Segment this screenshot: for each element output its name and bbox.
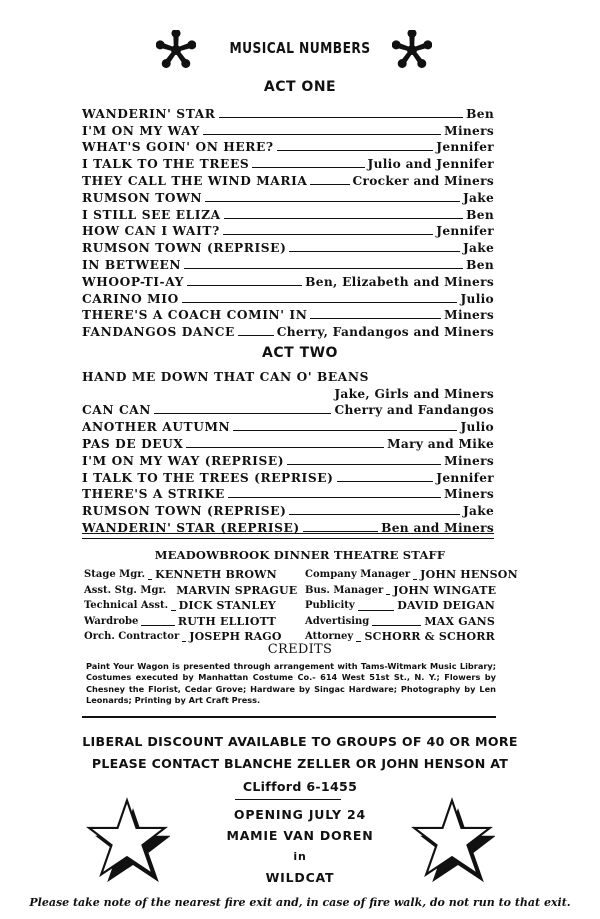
staff-column-right xyxy=(305,567,518,645)
staff-row xyxy=(305,598,495,614)
song-performers: Jennifer xyxy=(436,140,494,155)
song-performers: Miners xyxy=(444,487,494,502)
dot-leader xyxy=(205,200,460,202)
song-title: I TALK TO THE TREES xyxy=(82,157,250,172)
song-row xyxy=(82,154,494,171)
song-row xyxy=(82,104,494,121)
song-row xyxy=(82,222,494,239)
song-title: I TALK TO THE TREES (REPRISE) xyxy=(82,470,334,485)
act-one-heading: ACT ONE xyxy=(263,79,337,95)
dot-leader xyxy=(386,594,390,595)
song-performers: Ben xyxy=(466,257,494,272)
act-one-song-list xyxy=(82,104,494,339)
staff-role: Orch. Contractor xyxy=(84,631,180,643)
staff-row xyxy=(84,567,276,583)
dot-leader xyxy=(358,610,395,611)
song-performers: Julio xyxy=(460,291,494,306)
song-row xyxy=(82,255,494,272)
dot-leader xyxy=(184,267,463,269)
phone-underline xyxy=(235,799,341,800)
dot-leader xyxy=(252,166,364,168)
opening-in: in xyxy=(293,850,307,863)
song-performers: Jake xyxy=(462,190,494,205)
staff-role: Wardrobe xyxy=(84,615,139,627)
song-title: WANDERIN' STAR xyxy=(82,106,216,121)
song-performers: Cherry, Fandangos and Miners xyxy=(276,325,494,340)
song-title: RUMSON TOWN (REPRISE) xyxy=(82,241,287,256)
staff-row xyxy=(84,583,298,599)
staff-role: Advertising xyxy=(305,615,370,627)
dot-leader xyxy=(228,496,441,498)
staff-role: Technical Asst. xyxy=(84,600,169,612)
staff-name: RUTH ELLIOTT xyxy=(177,614,276,628)
dot-leader xyxy=(203,133,441,135)
staff-row xyxy=(84,598,276,614)
section-divider xyxy=(82,533,494,539)
song-row xyxy=(82,188,494,205)
song-title: CAN CAN xyxy=(82,403,152,418)
credits-text: Paint Your Wagon is presented through arrangement with Tams-Witmark Music Library; Costumes executed by Manhattan Costume Co.- 614 West 51st St., N. Y.; Flowers by Chesney the Florist, Cedar Grove; Hardware by Singac Hardware; Photography by Len Leonards; Printing by Art Craft Press. xyxy=(86,661,496,706)
song-row xyxy=(82,367,494,384)
song-performers: Jennifer xyxy=(436,470,494,485)
song-row xyxy=(82,138,494,155)
dot-leader xyxy=(289,250,459,252)
song-title: IN BETWEEN xyxy=(82,257,182,272)
song-title: FANDANGOS DANCE xyxy=(82,325,235,340)
staff-role: Attorney xyxy=(305,631,354,643)
song-row xyxy=(82,485,494,502)
song-title: WANDERIN' STAR (REPRISE) xyxy=(82,520,300,535)
song-row xyxy=(82,289,494,306)
act-two-heading: ACT TWO xyxy=(262,345,338,361)
staff-role: Stage Mgr. xyxy=(84,569,146,580)
song-row xyxy=(82,121,494,138)
dot-leader xyxy=(277,149,434,151)
act-two-song-list xyxy=(82,367,494,535)
dot-leader xyxy=(413,579,417,580)
song-row xyxy=(82,306,494,323)
dot-leader xyxy=(223,233,433,235)
dot-leader xyxy=(233,429,457,431)
dot-leader xyxy=(337,480,434,482)
song-row xyxy=(82,468,494,485)
staff-name: MARVIN SPRAGUE xyxy=(176,583,298,597)
phone-number: CLifford 6-1455 xyxy=(242,779,358,794)
dot-leader xyxy=(186,446,384,448)
opening-show-title: WILDCAT xyxy=(265,870,335,885)
dot-leader xyxy=(310,317,441,319)
dot-leader xyxy=(310,183,349,185)
credits-heading: CREDITS xyxy=(267,642,333,657)
song-title: PAS DE DEUX xyxy=(82,436,184,451)
song-title: THERE'S A COACH COMIN' IN xyxy=(82,308,308,323)
dot-leader xyxy=(154,412,331,414)
song-title: THEY CALL THE WIND MARIA xyxy=(82,173,308,188)
page-title: MUSICAL NUMBERS xyxy=(229,39,371,57)
staff-name: SCHORR & SCHORR xyxy=(364,630,495,644)
song-performers: Julio and Jennifer xyxy=(367,157,494,172)
song-performers: Ben and Miners xyxy=(381,520,494,535)
staff-name: DICK STANLEY xyxy=(178,599,276,613)
song-row xyxy=(82,205,494,222)
song-performers: Julio xyxy=(460,420,494,435)
staff-row xyxy=(305,583,495,599)
song-performers: Jake xyxy=(462,504,494,519)
contact-text: PLEASE CONTACT BLANCHE ZELLER OR JOHN HENSON AT xyxy=(91,756,509,771)
staff-role: Bus. Manager xyxy=(305,584,384,596)
song-title: I STILL SEE ELIZA xyxy=(82,207,221,222)
staff-name: DAVID DEIGAN xyxy=(397,599,495,613)
section-divider xyxy=(82,716,496,718)
fire-exit-notice: Please take note of the nearest fire exit and, in case of fire walk, do not run to that exit. xyxy=(29,896,571,909)
dot-leader xyxy=(141,625,174,626)
song-row xyxy=(82,238,494,255)
song-title: WHAT'S GOIN' ON HERE? xyxy=(82,140,274,155)
song-performers: Ben, Elizabeth and Miners xyxy=(305,274,494,289)
opening-star-name: MAMIE VAN DOREN xyxy=(226,828,374,843)
staff-name: MAX GANS xyxy=(424,614,495,628)
staff-name: KENNETH BROWN xyxy=(155,568,277,581)
song-row xyxy=(82,272,494,289)
song-performers: Jennifer xyxy=(436,224,494,239)
song-row xyxy=(82,451,494,468)
staff-column-left xyxy=(84,567,298,645)
song-row xyxy=(82,171,494,188)
song-performers: Miners xyxy=(444,308,494,323)
opening-date: OPENING JULY 24 xyxy=(233,807,367,822)
dot-leader xyxy=(219,116,464,118)
song-title: HAND ME DOWN THAT CAN O' BEANS xyxy=(82,369,370,384)
song-title: I'M ON MY WAY (REPRISE) xyxy=(82,453,285,468)
song-row xyxy=(82,501,494,518)
staff-role: Asst. Stg. Mgr. xyxy=(84,584,167,596)
dot-leader xyxy=(238,334,274,336)
staff-name: JOHN WINGATE xyxy=(393,583,497,597)
song-title: THERE'S A STRIKE xyxy=(82,487,225,502)
dot-leader xyxy=(224,217,464,219)
staff-role: Publicity xyxy=(305,600,355,612)
dot-leader xyxy=(372,625,421,626)
dot-leader xyxy=(303,530,378,532)
staff-heading: MEADOWBROOK DINNER THEATRE STAFF xyxy=(154,548,446,562)
song-title: RUMSON TOWN (REPRISE) xyxy=(82,504,287,519)
song-performers: Miners xyxy=(444,123,494,138)
song-row xyxy=(82,401,494,418)
song-performers: Crocker and Miners xyxy=(352,173,494,188)
musical-numbers-header xyxy=(0,30,600,70)
song-performers: Miners xyxy=(444,453,494,468)
staff-row xyxy=(305,614,495,630)
song-row xyxy=(82,417,494,434)
song-row xyxy=(82,322,494,339)
staff-row xyxy=(84,614,276,630)
dot-leader xyxy=(148,579,152,580)
dot-leader xyxy=(289,513,459,515)
song-row-performers xyxy=(82,384,494,401)
dot-leader xyxy=(182,301,458,303)
dot-leader xyxy=(187,284,302,286)
song-title: CARINO MIO xyxy=(82,291,179,306)
song-performers: Jake, Girls and Miners xyxy=(334,386,494,401)
staff-row xyxy=(305,567,518,583)
dot-leader xyxy=(287,463,441,465)
song-row xyxy=(82,434,494,451)
flower-ornament-icon xyxy=(392,30,432,70)
song-performers: Mary and Mike xyxy=(387,436,494,451)
song-performers: Ben xyxy=(466,106,494,121)
song-performers: Jake xyxy=(462,241,494,256)
song-performers: Cherry and Fandangos xyxy=(334,403,494,418)
staff-role: Company Manager xyxy=(305,569,411,580)
staff-name: JOSEPH RAGO xyxy=(189,630,282,644)
group-discount-text: LIBERAL DISCOUNT AVAILABLE TO GROUPS OF 40 OR MORE xyxy=(82,734,518,749)
song-title: I'M ON MY WAY xyxy=(82,123,200,138)
song-title: WHOOP-TI-AY xyxy=(82,274,184,289)
song-title: HOW CAN I WAIT? xyxy=(82,224,220,239)
song-title: ANOTHER AUTUMN xyxy=(82,420,231,435)
song-title: RUMSON TOWN xyxy=(82,190,203,205)
dot-leader xyxy=(171,610,176,611)
song-performers: Ben xyxy=(466,207,494,222)
staff-name: JOHN HENSON xyxy=(420,568,518,581)
